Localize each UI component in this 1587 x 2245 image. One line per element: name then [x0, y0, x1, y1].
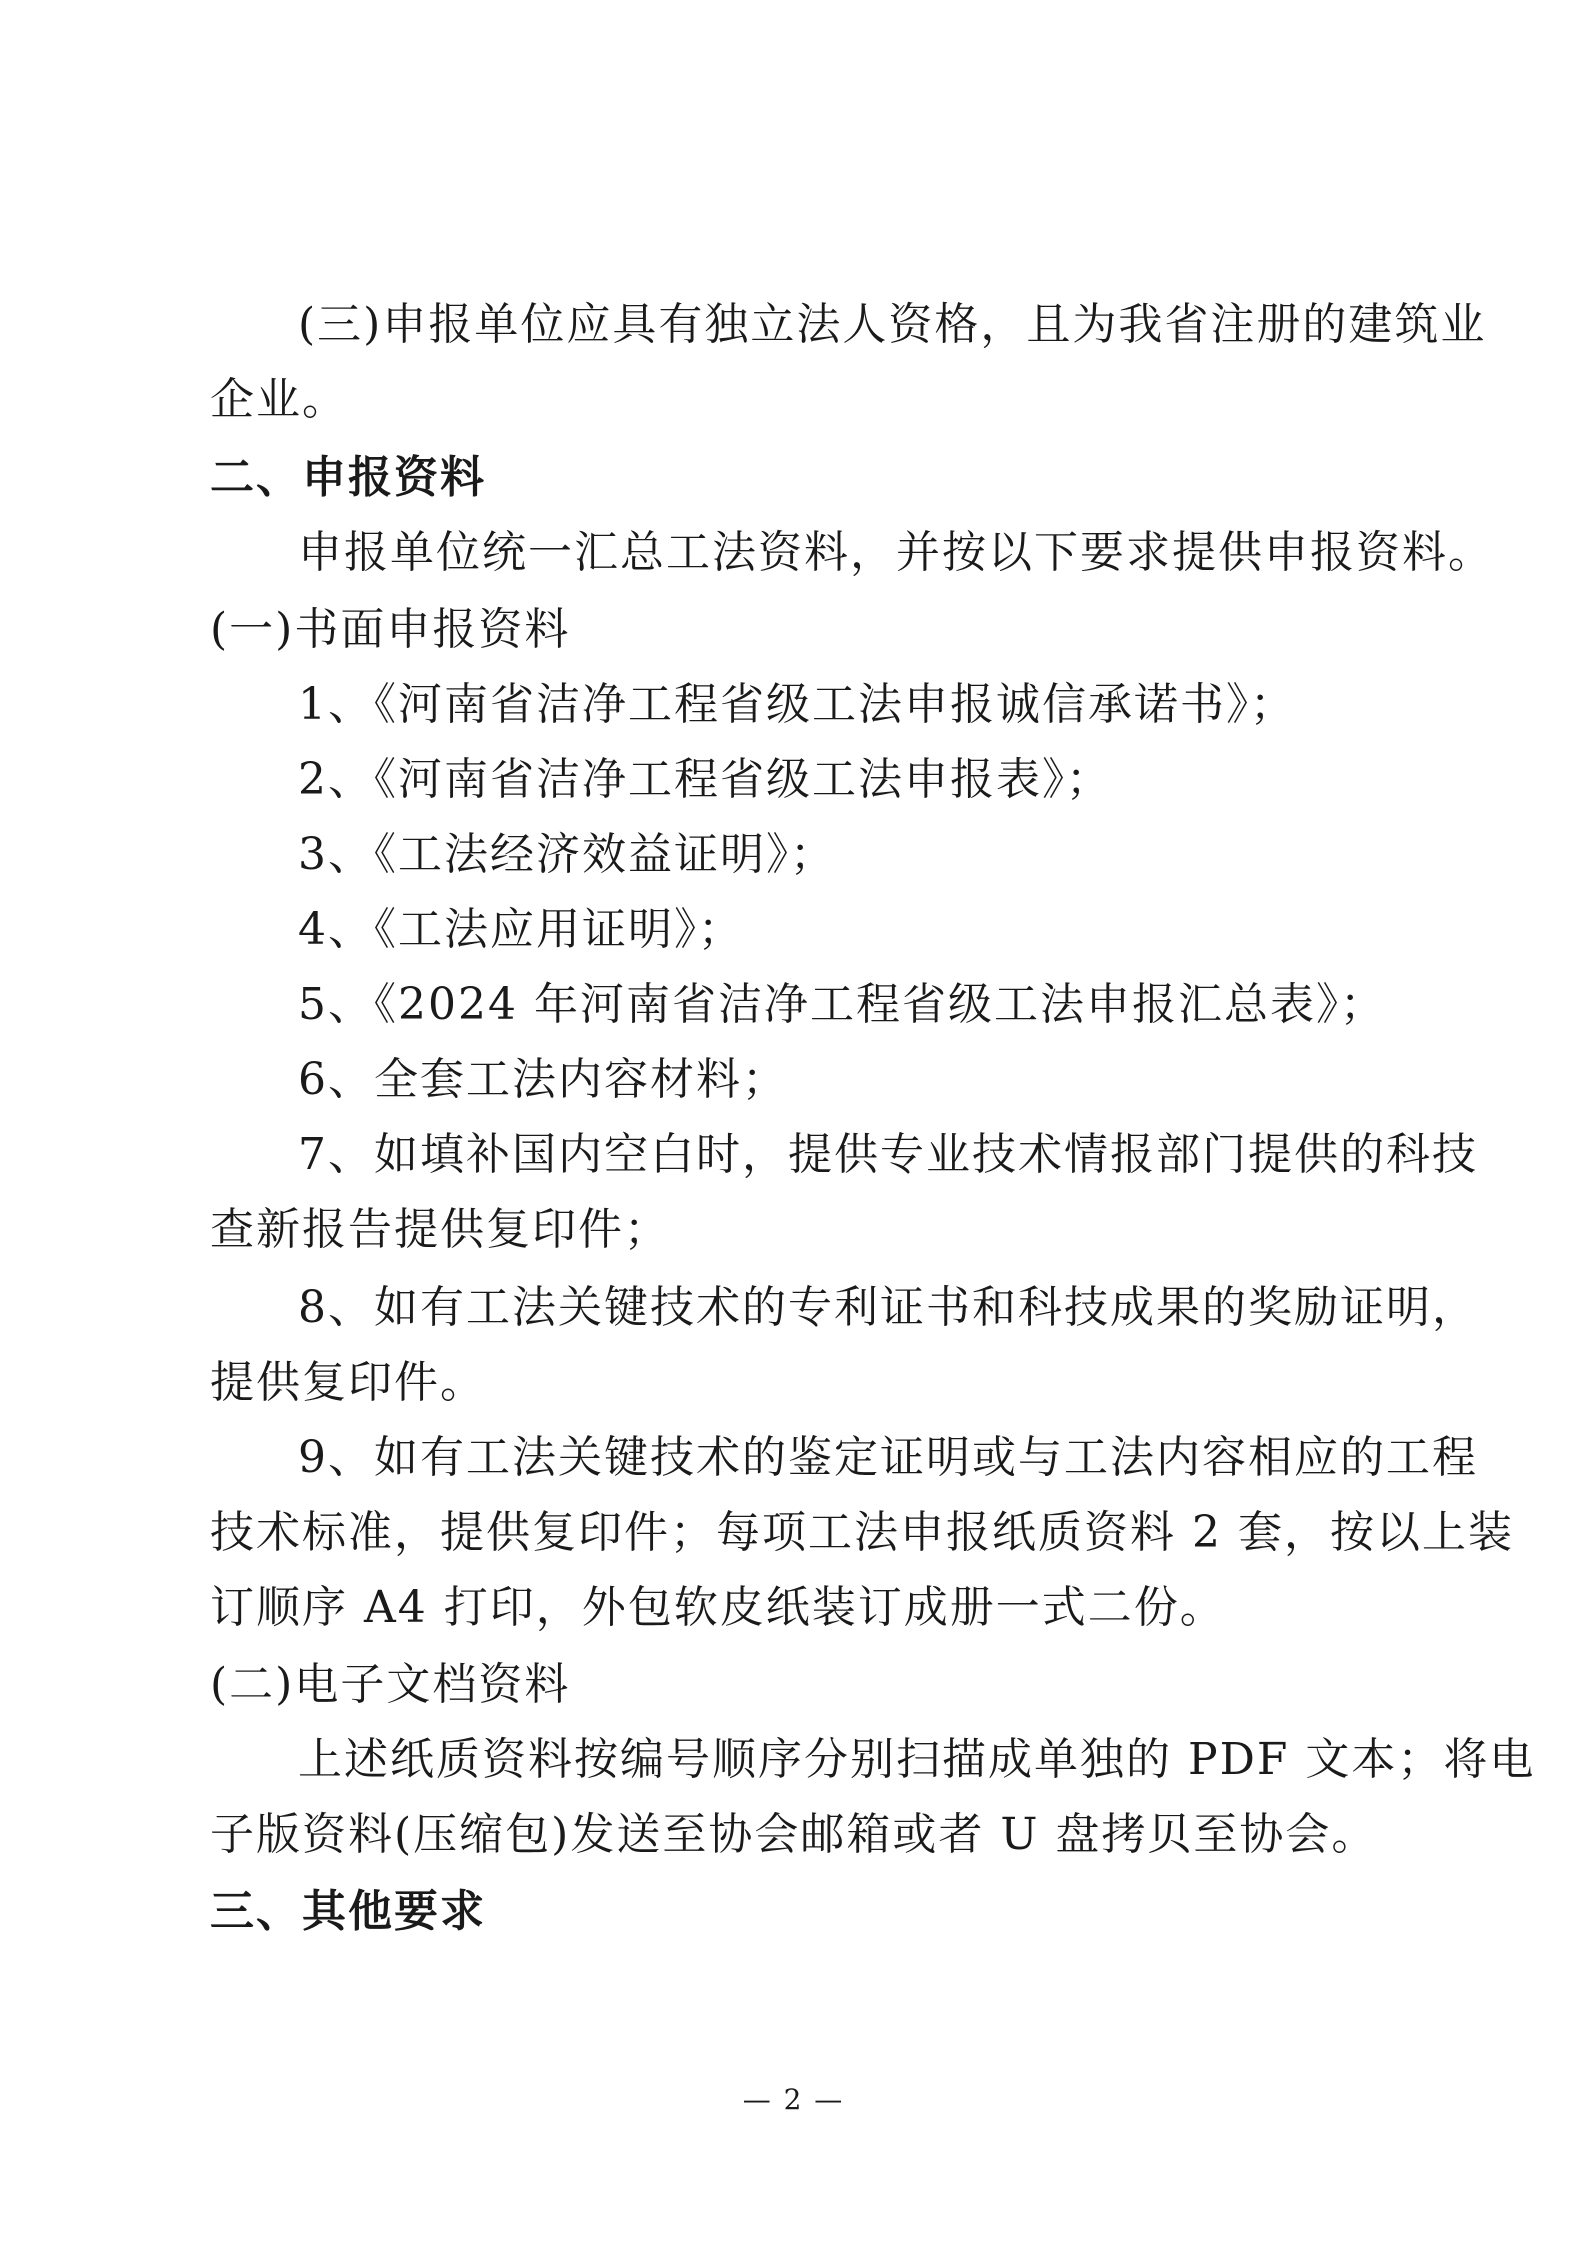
paragraph-line: 申报单位统一汇总工法资料，并按以下要求提供申报资料。	[298, 527, 1494, 578]
list-item: 9、如有工法关键技术的鉴定证明或与工法内容相应的工程	[298, 1432, 1478, 1483]
list-item: 7、如填补国内空白时，提供专业技术情报部门提供的科技	[298, 1129, 1478, 1180]
list-item-continuation: 查新报告提供复印件；	[210, 1204, 670, 1255]
list-item-continuation: 订顺序 A4 打印，外包软皮纸装订成册一式二份。	[210, 1582, 1226, 1633]
list-item-continuation: 技术标准，提供复印件；每项工法申报纸质资料 2 套，按以上装	[210, 1507, 1514, 1558]
list-item: 4、《工法应用证明》；	[298, 904, 744, 955]
list-item: 3、《工法经济效益证明》；	[298, 829, 836, 880]
list-item: 1、《河南省洁净工程省级工法申报诚信承诺书》；	[298, 679, 1296, 730]
list-item-continuation: 提供复印件。	[210, 1357, 486, 1408]
paragraph-line: 子版资料(压缩包)发送至协会邮箱或者 U 盘拷贝至协会。	[210, 1809, 1378, 1860]
list-item: 8、如有工法关键技术的专利证书和科技成果的奖励证明，	[298, 1282, 1478, 1333]
section-heading: 三、其他要求	[210, 1886, 486, 1937]
section-heading: 二、申报资料	[210, 452, 486, 503]
list-item: 2、《河南省洁净工程省级工法申报表》；	[298, 754, 1112, 805]
list-item: 5、《2024 年河南省洁净工程省级工法申报汇总表》；	[298, 979, 1386, 1030]
subsection-heading: (二)电子文档资料	[210, 1659, 571, 1710]
paragraph-line: 企业。	[210, 374, 348, 425]
paragraph-line: (三)申报单位应具有独立法人资格，且为我省注册的建筑业	[298, 299, 1487, 350]
paragraph-line: 上述纸质资料按编号顺序分别扫描成单独的 PDF 文本；将电	[298, 1734, 1536, 1785]
page-number: — 2 —	[742, 2083, 845, 2116]
subsection-heading: (一)书面申报资料	[210, 604, 571, 655]
list-item: 6、全套工法内容材料；	[298, 1054, 788, 1105]
